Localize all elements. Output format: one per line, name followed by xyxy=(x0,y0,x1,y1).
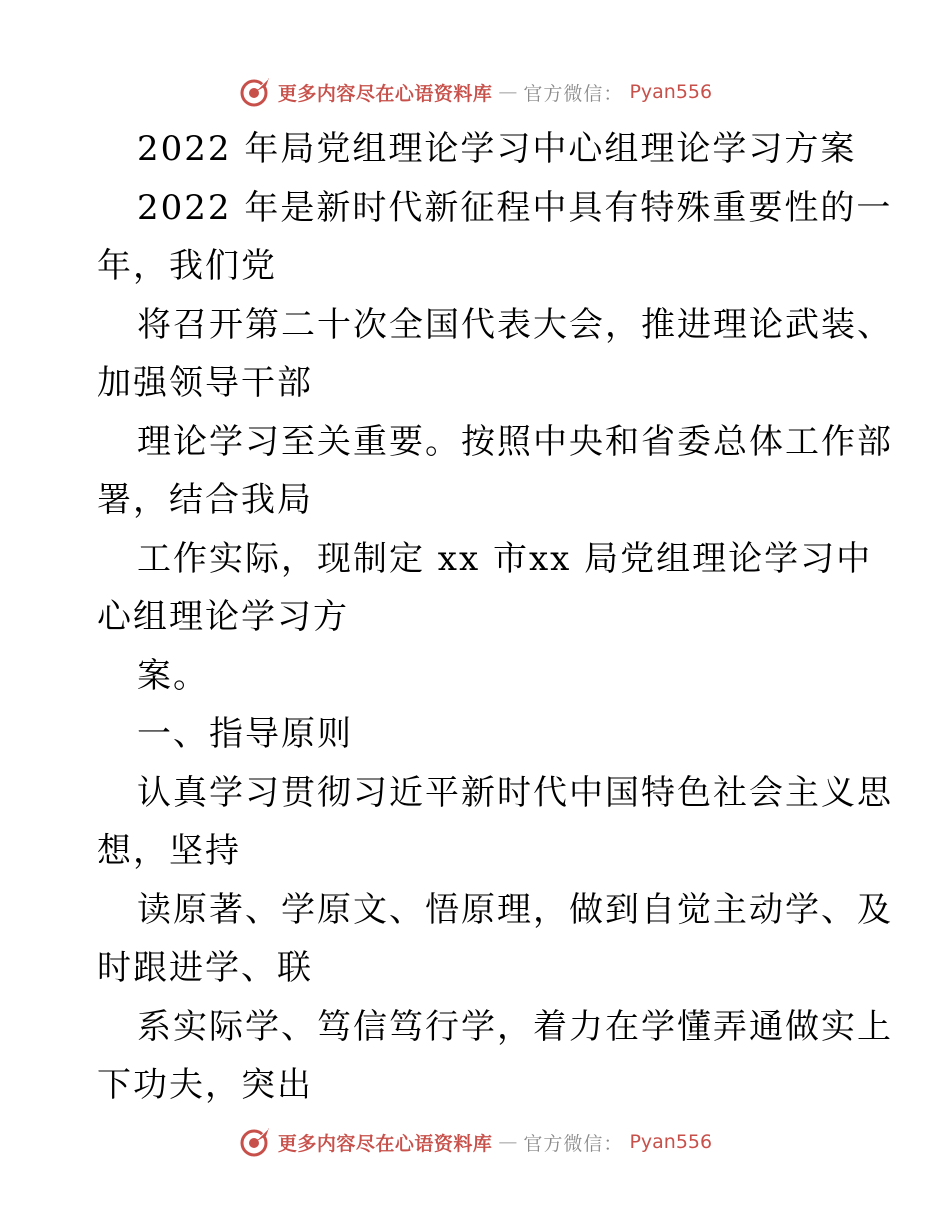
paragraph-line: 时跟进学、联 xyxy=(97,948,313,988)
header-banner-id: Pyan556 xyxy=(629,81,713,103)
paragraph-line: 工作实际，现制定 xx 市xx 局党组理论学习中 xyxy=(137,538,873,579)
header-banner-label: 官方微信： xyxy=(523,82,624,105)
header-banner-dash: — xyxy=(498,81,518,103)
paragraph-line: 将召开第二十次全国代表大会，推进理论武装、 xyxy=(137,304,893,345)
footer-banner-id: Pyan556 xyxy=(629,1131,713,1153)
paragraph-line: 加强领导干部 xyxy=(97,363,313,403)
paragraph-line: 认真学习贯彻习近平新时代中国特色社会主义思 xyxy=(137,772,893,813)
paragraph-line: 署，结合我局 xyxy=(97,480,313,520)
quill-logo-icon xyxy=(238,75,272,109)
paragraph-line: 年，我们党 xyxy=(97,246,277,286)
section-heading: 一、指导原则 xyxy=(137,714,353,754)
footer-banner-dash: — xyxy=(498,1131,518,1153)
header-banner xyxy=(0,72,950,112)
quill-logo-icon xyxy=(238,1125,272,1159)
footer-banner xyxy=(0,1122,950,1162)
paragraph-line: 心组理论学习方 xyxy=(97,597,349,637)
footer-banner-text: 更多内容尽在心语资料库 xyxy=(277,1132,493,1155)
footer-banner-inner xyxy=(238,1125,712,1159)
paragraph-line: 系实际学、笃信笃行学，着力在学懂弄通做实上 xyxy=(137,1006,893,1047)
paragraph-line: 读原著、学原文、悟原理，做到自觉主动学、及 xyxy=(137,889,893,930)
paragraph-line: 案。 xyxy=(137,655,209,696)
paragraph-line: 下功夫，突出 xyxy=(97,1065,313,1105)
header-banner-inner xyxy=(238,75,712,109)
paragraph-line: 2022 年是新时代新征程中具有特殊重要性的一 xyxy=(137,187,893,228)
paragraph-line: 想，坚持 xyxy=(97,831,241,871)
document-body xyxy=(97,120,893,1115)
document-title: 2022 年局党组理论学习中心组理论学习方案 xyxy=(137,129,857,169)
header-banner-text: 更多内容尽在心语资料库 xyxy=(277,82,493,105)
footer-banner-label: 官方微信： xyxy=(523,1132,624,1155)
paragraph-line: 理论学习至关重要。按照中央和省委总体工作部 xyxy=(137,421,893,462)
